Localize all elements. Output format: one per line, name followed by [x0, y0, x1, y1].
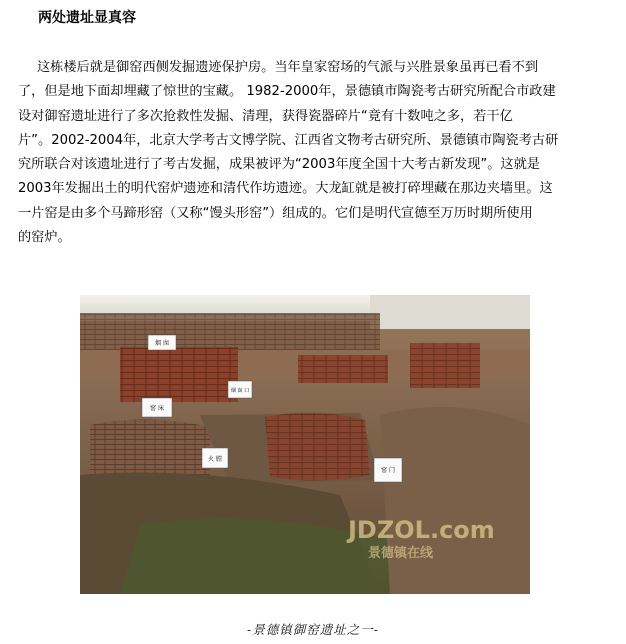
watermark-subtitle: 景德镇在线 — [368, 546, 434, 561]
watermark-logo: JDZOL.com — [348, 516, 495, 544]
paragraph-line: 2003年发掘出土的明代窑炉遗迹和清代作坊遗迹。大龙缸就是被打碎埋藏在那边夹墙里。这 — [18, 181, 553, 197]
sign-firebox-text: 火 膛 — [208, 456, 222, 463]
paragraph-line: 设对御窑遗址进行了多次抢救性发掘、清理，获得瓷器碎片“竟有十数吨之多，若干亿 — [18, 108, 513, 124]
paragraph-line: 的窑炉。 — [18, 230, 71, 246]
sign-kiln-bed-text: 窑 床 — [150, 405, 164, 412]
paragraph-line: 了，但是地下面却埋藏了惊世的宝藏。 1982-2000年，景德镇市陶瓷考古研究所配合市政建 — [18, 84, 556, 100]
paragraph-line: 一片窑是由多个马蹄形窑（又称“馒头形窑”）组成的。它们是明代宣德至万历时期所使用 — [18, 205, 533, 221]
chimney-wall — [120, 347, 238, 402]
paragraph-line: 究所联合对该遗址进行了考古发掘，成果被评为“2003年度全国十大考古新发现”。这就是 — [18, 157, 540, 173]
sign-kiln-bed — [142, 398, 172, 417]
right-slope — [380, 407, 530, 594]
article-paragraph — [18, 56, 610, 250]
kiln-wall-right — [298, 355, 388, 383]
article-title: 两处遗址显真容 — [38, 10, 136, 26]
sign-flue-opening — [228, 381, 252, 398]
kiln-chamber-center — [265, 413, 370, 481]
sign-flue-opening-text: 烟 囱 口 — [230, 388, 250, 394]
paragraph-line: 片”。2002-2004年，北京大学考古文博学院、江西省文物考古研究所、景德镇市陶瓷考古研 — [18, 132, 559, 148]
sign-firebox — [202, 448, 228, 468]
sign-kiln-door — [374, 458, 402, 482]
kiln-wall-far — [410, 343, 480, 388]
paragraph-line: 这栋楼后就是御窑西侧发掘遗迹保护房。当年皇家窑场的气派与兴胜景象虽再已看不到 — [37, 60, 539, 75]
back-building — [370, 295, 530, 329]
photo-caption: -景德镇御窑遗址之一- — [247, 622, 379, 637]
sign-kiln-door-text: 窑 门 — [381, 467, 395, 474]
sign-chimney — [148, 335, 176, 350]
kiln-site-photo — [80, 295, 530, 594]
sign-chimney-text: 烟 囱 — [155, 340, 169, 347]
kiln-site-illustration — [80, 295, 530, 594]
